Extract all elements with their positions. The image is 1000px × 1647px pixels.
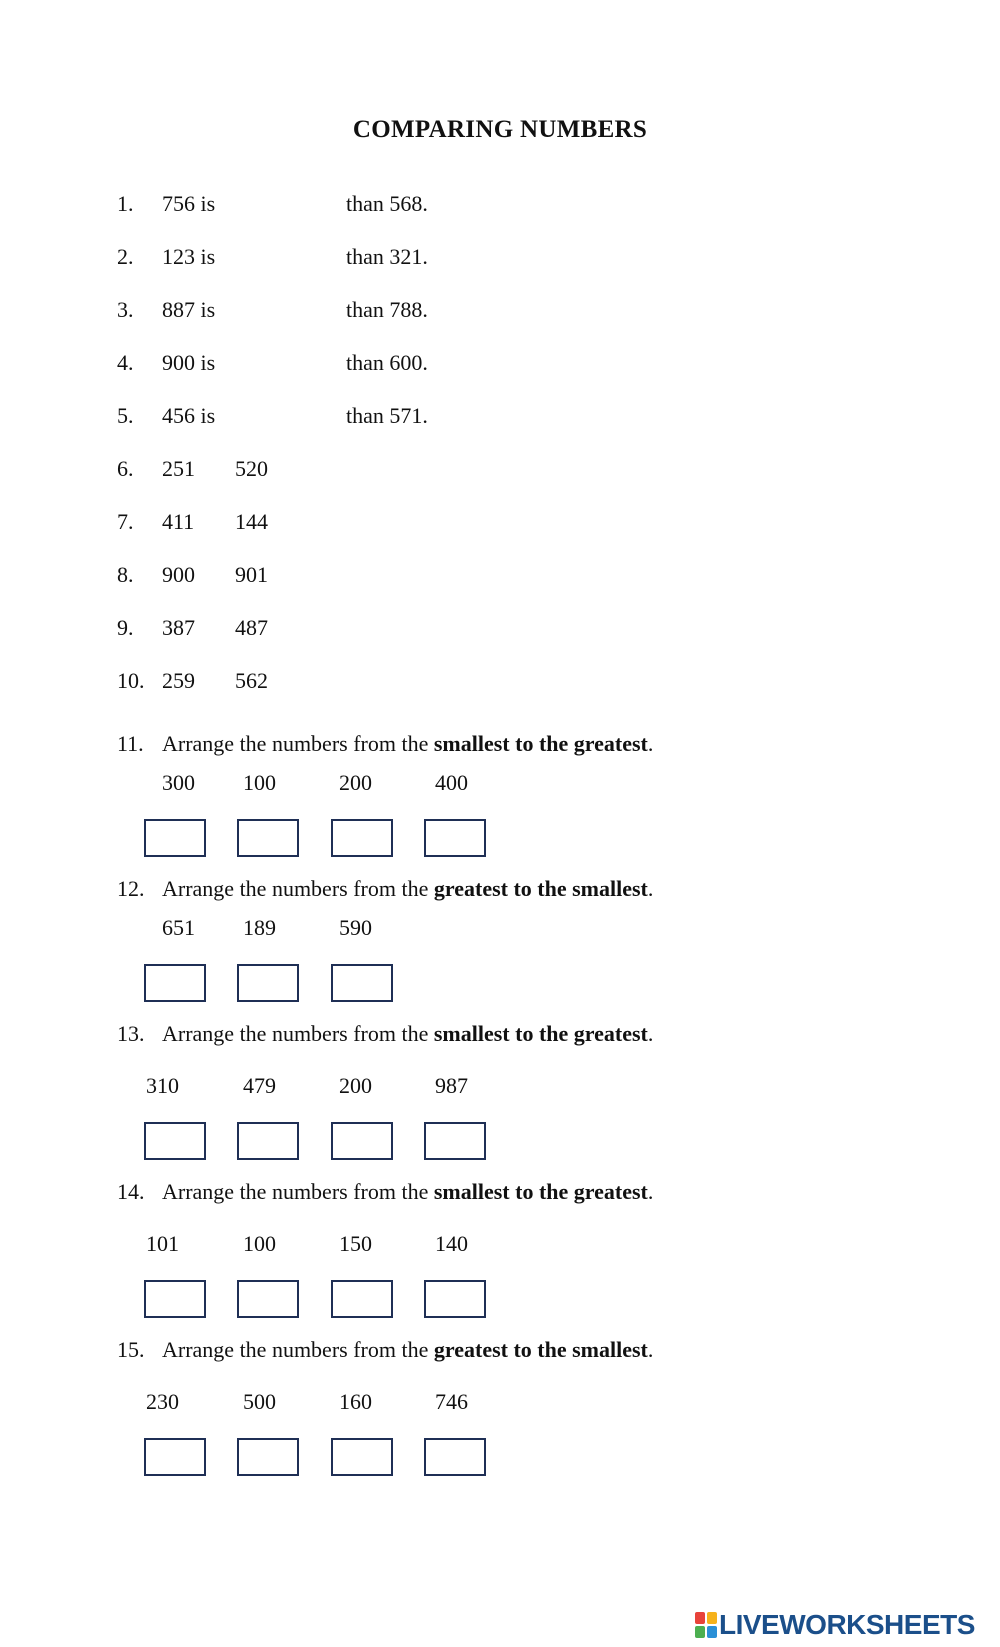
number-item: 230 (146, 1389, 179, 1414)
question-number: 3. (117, 297, 134, 322)
question-left-text: 887 is (162, 297, 216, 322)
compare-left-number: 900 (162, 562, 195, 587)
question-number: 2. (117, 244, 134, 269)
logo-block (707, 1626, 717, 1638)
logo-blocks-icon (695, 1612, 717, 1638)
instruction-period: . (647, 876, 654, 901)
question-left-text: 123 is (162, 244, 216, 269)
question-number: 9. (117, 615, 134, 640)
compare-left-number: 259 (162, 668, 195, 693)
question-right-text: than 571. (346, 403, 428, 428)
answer-box[interactable] (237, 1280, 299, 1318)
answer-box[interactable] (424, 1280, 486, 1318)
answer-box[interactable] (237, 1122, 299, 1160)
answer-box[interactable] (424, 819, 486, 857)
instruction-period: . (647, 1337, 654, 1362)
question-left-text: 900 is (162, 350, 216, 375)
answer-box[interactable] (331, 1122, 393, 1160)
number-item: 590 (339, 915, 372, 940)
compare-right-number: 562 (235, 668, 268, 693)
logo-block (707, 1612, 717, 1624)
answer-box[interactable] (237, 964, 299, 1002)
number-item: 651 (162, 915, 195, 940)
question-left-text: 756 is (162, 191, 216, 216)
number-item: 200 (339, 1073, 372, 1098)
logo-text: LIVEWORKSHEETS (719, 1609, 975, 1640)
number-item: 100 (243, 1231, 276, 1256)
answer-blank[interactable] (210, 242, 340, 268)
number-item: 160 (339, 1389, 372, 1414)
answer-blank[interactable] (210, 401, 340, 427)
answer-box[interactable] (144, 1122, 206, 1160)
answer-box[interactable] (331, 964, 393, 1002)
answer-blank[interactable] (210, 295, 340, 321)
instruction-period: . (647, 731, 654, 756)
instruction-emphasis: smallest to the greatest (433, 731, 648, 756)
number-item: 100 (243, 770, 276, 795)
liveworksheets-logo (695, 1610, 975, 1640)
instruction-emphasis: smallest to the greatest (433, 1179, 648, 1204)
question-number: 8. (117, 562, 134, 587)
answer-box[interactable] (331, 1280, 393, 1318)
answer-box[interactable] (331, 1438, 393, 1476)
compare-left-number: 387 (162, 615, 195, 640)
question-number: 13. (117, 1021, 145, 1046)
number-item: 140 (435, 1231, 468, 1256)
instruction-text: Arrange the numbers from the (162, 1021, 434, 1046)
question-number: 1. (117, 191, 134, 216)
question-right-text: than 568. (346, 191, 428, 216)
question-number: 14. (117, 1179, 145, 1204)
answer-box[interactable] (144, 964, 206, 1002)
arrange-instruction (162, 1019, 653, 1049)
instruction-period: . (647, 1021, 654, 1046)
question-number: 11. (117, 731, 144, 756)
instruction-emphasis: greatest to the smallest (433, 1337, 648, 1362)
question-right-text: than 600. (346, 350, 428, 375)
number-item: 300 (162, 770, 195, 795)
question-left-text: 456 is (162, 403, 216, 428)
answer-box[interactable] (144, 1280, 206, 1318)
answer-box[interactable] (424, 1122, 486, 1160)
compare-left-number: 411 (162, 509, 195, 534)
arrange-instruction (162, 1335, 653, 1365)
answer-blank[interactable] (210, 189, 340, 215)
number-item: 746 (435, 1389, 468, 1414)
answer-box[interactable] (424, 1438, 486, 1476)
instruction-text: Arrange the numbers from the (162, 731, 434, 756)
number-item: 310 (146, 1073, 179, 1098)
question-number: 6. (117, 456, 134, 481)
number-item: 150 (339, 1231, 372, 1256)
instruction-emphasis: greatest to the smallest (433, 876, 648, 901)
answer-box[interactable] (331, 819, 393, 857)
question-number: 5. (117, 403, 134, 428)
number-item: 987 (435, 1073, 468, 1098)
number-item: 200 (339, 770, 372, 795)
logo-block (695, 1612, 705, 1624)
compare-right-number: 901 (235, 562, 268, 587)
instruction-emphasis: smallest to the greatest (433, 1021, 648, 1046)
compare-right-number: 487 (235, 615, 268, 640)
answer-box[interactable] (237, 819, 299, 857)
answer-box[interactable] (144, 1438, 206, 1476)
question-number: 7. (117, 509, 134, 534)
compare-right-number: 144 (235, 509, 268, 534)
arrange-instruction (162, 729, 653, 759)
question-number: 12. (117, 876, 145, 901)
compare-left-number: 251 (162, 456, 195, 481)
instruction-text: Arrange the numbers from the (162, 1179, 434, 1204)
answer-blank[interactable] (210, 348, 340, 374)
question-number: 4. (117, 350, 134, 375)
arrange-instruction (162, 874, 653, 904)
number-item: 101 (146, 1231, 179, 1256)
logo-block (695, 1626, 705, 1638)
instruction-text: Arrange the numbers from the (162, 1337, 434, 1362)
compare-right-number: 520 (235, 456, 268, 481)
instruction-period: . (647, 1179, 654, 1204)
answer-box[interactable] (144, 819, 206, 857)
arrange-instruction (162, 1177, 653, 1207)
question-number: 15. (117, 1337, 145, 1362)
answer-box[interactable] (237, 1438, 299, 1476)
number-item: 500 (243, 1389, 276, 1414)
question-right-text: than 788. (346, 297, 428, 322)
question-right-text: than 321. (346, 244, 428, 269)
page-title: COMPARING NUMBERS (352, 116, 648, 143)
instruction-text: Arrange the numbers from the (162, 876, 434, 901)
number-item: 479 (243, 1073, 276, 1098)
number-item: 189 (243, 915, 276, 940)
question-number: 10. (117, 668, 145, 693)
number-item: 400 (435, 770, 468, 795)
